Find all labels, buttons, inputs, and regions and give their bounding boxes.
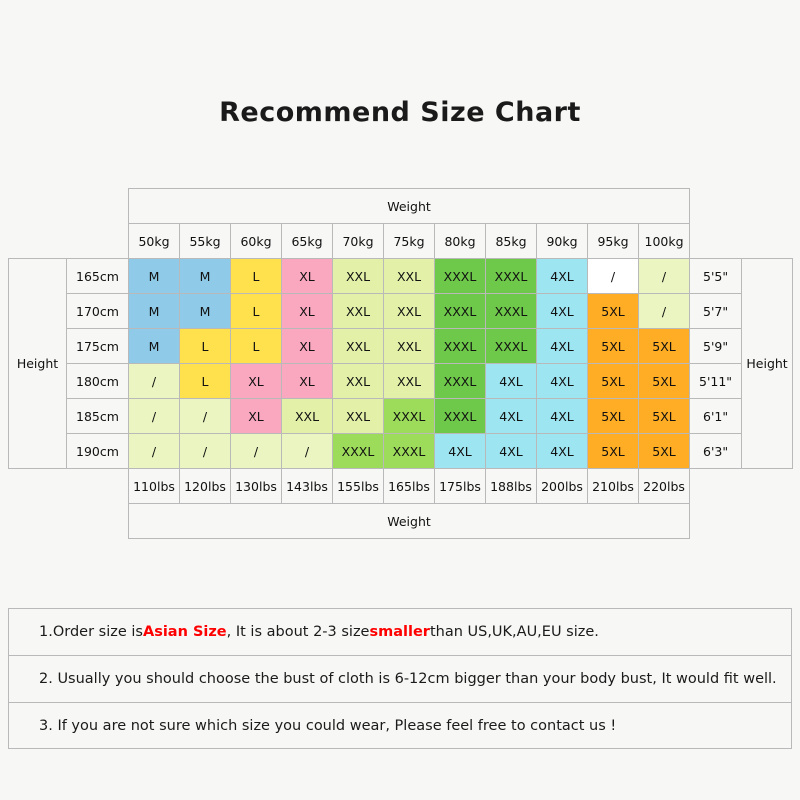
height-ft-header: 5'9": [690, 329, 742, 364]
size-cell: XL: [282, 329, 333, 364]
spacer-kg-left: [9, 224, 129, 259]
size-cell: XL: [282, 259, 333, 294]
size-cell: XXXL: [435, 294, 486, 329]
note-1-highlight-asian-size: Asian Size: [142, 624, 227, 640]
height-cm-header: 175cm: [67, 329, 129, 364]
table-row: [9, 434, 793, 469]
size-cell: XL: [282, 364, 333, 399]
size-cell: XXL: [282, 399, 333, 434]
size-cell: /: [588, 259, 639, 294]
note-1-mid: , It is about 2-3 size: [226, 624, 370, 640]
size-cell: 5XL: [588, 364, 639, 399]
weight-kg-header: 55kg: [180, 224, 231, 259]
size-cell: XL: [231, 364, 282, 399]
weight-header-row: [9, 189, 793, 224]
size-cell: 4XL: [435, 434, 486, 469]
weight-lbs-header: 130lbs: [231, 469, 282, 504]
size-cell: /: [231, 434, 282, 469]
size-cell: /: [129, 434, 180, 469]
size-cell: XXXL: [435, 364, 486, 399]
size-cell: XXXL: [333, 434, 384, 469]
spacer-lbs-right: [690, 469, 793, 504]
size-cell: XXL: [384, 294, 435, 329]
weight-lbs-header: 120lbs: [180, 469, 231, 504]
weight-kg-header: 80kg: [435, 224, 486, 259]
size-cell: 5XL: [588, 434, 639, 469]
size-cell: /: [180, 434, 231, 469]
weight-lbs-header: 143lbs: [282, 469, 333, 504]
height-cm-header: 170cm: [67, 294, 129, 329]
weight-lbs-header: 200lbs: [537, 469, 588, 504]
size-cell: 5XL: [639, 434, 690, 469]
size-chart-table: [8, 188, 793, 539]
page-title: Recommend Size Chart: [219, 97, 581, 128]
corner-spacer-top-right: [690, 189, 793, 224]
size-cell: 4XL: [537, 294, 588, 329]
weight-kg-header: 95kg: [588, 224, 639, 259]
size-cell: XXXL: [486, 294, 537, 329]
size-cell: L: [180, 329, 231, 364]
size-cell: XXL: [333, 364, 384, 399]
size-cell: XL: [282, 294, 333, 329]
size-cell: /: [282, 434, 333, 469]
size-cell: XXL: [333, 294, 384, 329]
size-cell: /: [180, 399, 231, 434]
size-cell: XXL: [333, 399, 384, 434]
note-1: [8, 608, 792, 655]
height-cm-header: 190cm: [67, 434, 129, 469]
weight-lbs-row: [9, 469, 793, 504]
size-cell: XXXL: [384, 434, 435, 469]
size-cell: 4XL: [537, 364, 588, 399]
size-cell: 5XL: [588, 399, 639, 434]
size-cell: 4XL: [486, 399, 537, 434]
weight-lbs-header: 165lbs: [384, 469, 435, 504]
size-cell: XXXL: [486, 329, 537, 364]
weight-label-bottom: Weight: [129, 504, 690, 539]
note-1-prefix: 1.Order size is: [39, 624, 143, 640]
note-2: 2. Usually you should choose the bust of cloth is 6-12cm bigger than your body bust, It would fit well.: [8, 655, 792, 702]
size-cell: XL: [231, 399, 282, 434]
size-cell: 5XL: [588, 329, 639, 364]
size-cell: XXXL: [384, 399, 435, 434]
size-cell: XXL: [384, 329, 435, 364]
size-cell: XXL: [384, 259, 435, 294]
table-row: [9, 259, 793, 294]
spacer-bottom-left: [9, 504, 129, 539]
size-cell: XXXL: [435, 399, 486, 434]
height-cm-header: 180cm: [67, 364, 129, 399]
table-row: [9, 329, 793, 364]
height-ft-header: 5'11": [690, 364, 742, 399]
size-cell: XXL: [384, 364, 435, 399]
table-row: [9, 294, 793, 329]
note-1-highlight-smaller: smaller: [369, 624, 430, 640]
size-cell: L: [231, 259, 282, 294]
height-ft-header: 5'7": [690, 294, 742, 329]
size-cell: 5XL: [639, 364, 690, 399]
size-cell: XXXL: [435, 329, 486, 364]
size-cell: 5XL: [639, 329, 690, 364]
weight-kg-header: 65kg: [282, 224, 333, 259]
weight-kg-header: 70kg: [333, 224, 384, 259]
size-cell: 5XL: [588, 294, 639, 329]
weight-kg-header: 75kg: [384, 224, 435, 259]
size-cell: /: [129, 364, 180, 399]
size-cell: L: [231, 294, 282, 329]
size-cell: L: [180, 364, 231, 399]
weight-lbs-header: 155lbs: [333, 469, 384, 504]
size-cell: 4XL: [537, 434, 588, 469]
weight-kg-header: 50kg: [129, 224, 180, 259]
size-cell: 4XL: [537, 329, 588, 364]
size-cell: 4XL: [486, 434, 537, 469]
weight-kg-header: 85kg: [486, 224, 537, 259]
size-chart-table-wrapper: [8, 188, 792, 539]
height-cm-header: 165cm: [67, 259, 129, 294]
weight-kg-header: 90kg: [537, 224, 588, 259]
size-cell: XXXL: [486, 259, 537, 294]
size-cell: XXL: [333, 329, 384, 364]
height-ft-header: 6'3": [690, 434, 742, 469]
weight-kg-header: 60kg: [231, 224, 282, 259]
table-row: [9, 399, 793, 434]
size-cell: XXL: [333, 259, 384, 294]
weight-lbs-header: 175lbs: [435, 469, 486, 504]
size-cell: M: [129, 329, 180, 364]
note-3: 3. If you are not sure which size you could wear, Please feel free to contact us !: [8, 702, 792, 749]
spacer-bottom-right: [690, 504, 793, 539]
weight-lbs-header: 220lbs: [639, 469, 690, 504]
table-row: [9, 364, 793, 399]
size-cell: 4XL: [537, 399, 588, 434]
note-1-suffix: than US,UK,AU,EU size.: [429, 624, 599, 640]
spacer-lbs-left: [9, 469, 129, 504]
notes-section: [8, 608, 792, 749]
weight-lbs-header: 188lbs: [486, 469, 537, 504]
size-cell: 5XL: [639, 399, 690, 434]
size-cell: M: [129, 294, 180, 329]
height-ft-header: 6'1": [690, 399, 742, 434]
size-cell: M: [180, 294, 231, 329]
size-cell: L: [231, 329, 282, 364]
size-cell: XXXL: [435, 259, 486, 294]
weight-kg-header: 100kg: [639, 224, 690, 259]
size-cell: /: [129, 399, 180, 434]
weight-lbs-header: 210lbs: [588, 469, 639, 504]
height-ft-header: 5'5": [690, 259, 742, 294]
corner-spacer-top-left: [9, 189, 129, 224]
spacer-kg-right: [690, 224, 793, 259]
weight-kg-row: [9, 224, 793, 259]
size-cell: /: [639, 294, 690, 329]
size-cell: M: [129, 259, 180, 294]
size-cell: M: [180, 259, 231, 294]
size-cell: 4XL: [537, 259, 588, 294]
weight-footer-row: [9, 504, 793, 539]
size-cell: 4XL: [486, 364, 537, 399]
height-label-left: Height: [9, 259, 67, 469]
weight-lbs-header: 110lbs: [129, 469, 180, 504]
height-label-right: Height: [742, 259, 793, 469]
height-cm-header: 185cm: [67, 399, 129, 434]
size-cell: /: [639, 259, 690, 294]
weight-label-top: Weight: [129, 189, 690, 224]
